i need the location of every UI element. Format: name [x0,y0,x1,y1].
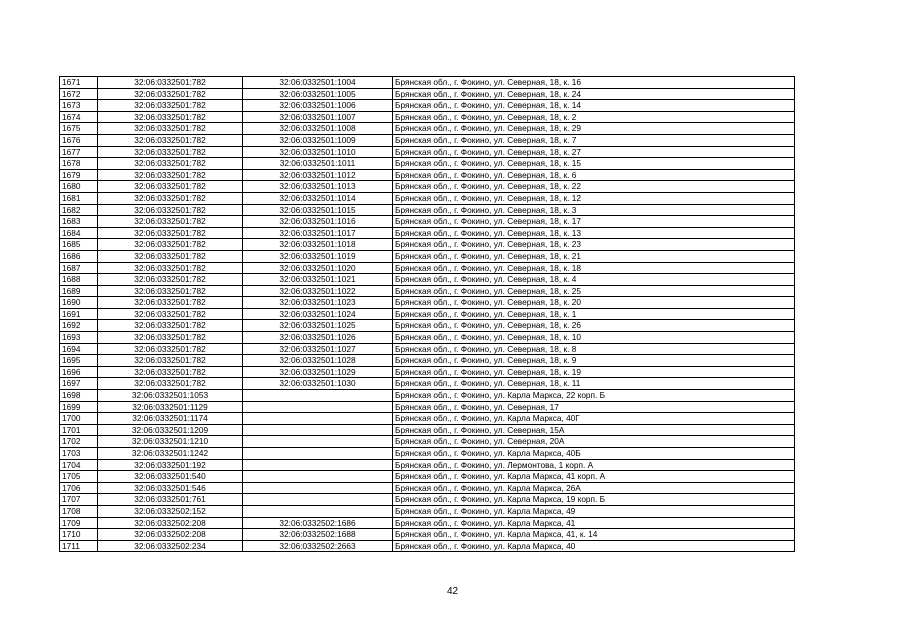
address-cell: Брянская обл., г. Фокино, ул. Северная, 18, к. 13 [393,227,795,239]
address-cell: Брянская обл., г. Фокино, ул. Северная, 18, к. 6 [393,169,795,181]
address-cell: Брянская обл., г. Фокино, ул. Карла Маркса, 19 корп. Б [393,494,795,506]
table-row [60,100,795,112]
table-row [60,378,795,390]
table-row [60,540,795,552]
address-cell: Брянская обл., г. Фокино, ул. Карла Маркса, 41 корп. А [393,471,795,483]
parent-cadastral-number-cell: 32:06:0332501:761 [98,494,243,506]
object-cadastral-number-cell: 32:06:0332501:1010 [243,146,393,158]
table-row [60,134,795,146]
address-cell: Брянская обл., г. Фокино, ул. Лермонтова, 1 корп. А [393,459,795,471]
object-cadastral-number-cell: 32:06:0332501:1020 [243,262,393,274]
address-cell: Брянская обл., г. Фокино, ул. Северная, 18, к. 23 [393,239,795,251]
parent-cadastral-number-cell: 32:06:0332501:540 [98,471,243,483]
object-cadastral-number-cell [243,401,393,413]
object-cadastral-number-cell: 32:06:0332501:1015 [243,204,393,216]
table-row [60,332,795,344]
address-cell: Брянская обл., г. Фокино, ул. Северная, 18, к. 26 [393,320,795,332]
address-cell: Брянская обл., г. Фокино, ул. Северная, 18, к. 18 [393,262,795,274]
parent-cadastral-number-cell: 32:06:0332501:782 [98,250,243,262]
parent-cadastral-number-cell: 32:06:0332502:152 [98,505,243,517]
object-cadastral-number-cell: 32:06:0332501:1023 [243,297,393,309]
row-number-cell: 1705 [60,471,98,483]
parent-cadastral-number-cell: 32:06:0332501:782 [98,239,243,251]
parent-cadastral-number-cell: 32:06:0332502:208 [98,517,243,529]
parent-cadastral-number-cell: 32:06:0332501:1210 [98,436,243,448]
object-cadastral-number-cell: 32:06:0332501:1018 [243,239,393,251]
object-cadastral-number-cell [243,390,393,402]
address-cell: Брянская обл., г. Фокино, ул. Северная, 18, к. 12 [393,192,795,204]
parent-cadastral-number-cell: 32:06:0332501:782 [98,146,243,158]
object-cadastral-number-cell: 32:06:0332501:1024 [243,308,393,320]
parent-cadastral-number-cell: 32:06:0332501:782 [98,332,243,344]
table-row [60,274,795,286]
object-cadastral-number-cell: 32:06:0332501:1004 [243,77,393,89]
address-cell: Брянская обл., г. Фокино, ул. Северная, 18, к. 21 [393,250,795,262]
parent-cadastral-number-cell: 32:06:0332501:782 [98,378,243,390]
object-cadastral-number-cell [243,471,393,483]
address-cell: Брянская обл., г. Фокино, ул. Северная, 18, к. 4 [393,274,795,286]
object-cadastral-number-cell [243,413,393,425]
object-cadastral-number-cell [243,505,393,517]
address-cell: Брянская обл., г. Фокино, ул. Северная, 18, к. 11 [393,378,795,390]
row-number-cell: 1678 [60,158,98,170]
parent-cadastral-number-cell: 32:06:0332501:1129 [98,401,243,413]
row-number-cell: 1685 [60,239,98,251]
row-number-cell: 1680 [60,181,98,193]
object-cadastral-number-cell: 32:06:0332501:1016 [243,216,393,228]
table-row [60,297,795,309]
object-cadastral-number-cell: 32:06:0332501:1025 [243,320,393,332]
address-cell: Брянская обл., г. Фокино, ул. Северная, 20А [393,436,795,448]
parent-cadastral-number-cell: 32:06:0332501:782 [98,274,243,286]
row-number-cell: 1677 [60,146,98,158]
address-cell: Брянская обл., г. Фокино, ул. Северная, 15А [393,424,795,436]
row-number-cell: 1696 [60,366,98,378]
row-number-cell: 1687 [60,262,98,274]
object-cadastral-number-cell: 32:06:0332501:1029 [243,366,393,378]
table-row [60,308,795,320]
parent-cadastral-number-cell: 32:06:0332501:782 [98,216,243,228]
table-row [60,471,795,483]
object-cadastral-number-cell: 32:06:0332501:1007 [243,111,393,123]
address-cell: Брянская обл., г. Фокино, ул. Северная, 18, к. 1 [393,308,795,320]
object-cadastral-number-cell [243,494,393,506]
object-cadastral-number-cell: 32:06:0332501:1021 [243,274,393,286]
table-row [60,227,795,239]
row-number-cell: 1692 [60,320,98,332]
parent-cadastral-number-cell: 32:06:0332501:782 [98,366,243,378]
registry-table-body [60,77,795,552]
address-cell: Брянская обл., г. Фокино, ул. Северная, 18, к. 27 [393,146,795,158]
object-cadastral-number-cell: 32:06:0332501:1009 [243,134,393,146]
parent-cadastral-number-cell: 32:06:0332501:782 [98,192,243,204]
object-cadastral-number-cell [243,459,393,471]
object-cadastral-number-cell [243,436,393,448]
address-cell: Брянская обл., г. Фокино, ул. Карла Маркса, 22 корп. Б [393,390,795,402]
table-row [60,250,795,262]
object-cadastral-number-cell: 32:06:0332501:1017 [243,227,393,239]
address-cell: Брянская обл., г. Фокино, ул. Карла Маркса, 49 [393,505,795,517]
row-number-cell: 1703 [60,448,98,460]
row-number-cell: 1691 [60,308,98,320]
row-number-cell: 1686 [60,250,98,262]
parent-cadastral-number-cell: 32:06:0332501:1174 [98,413,243,425]
object-cadastral-number-cell: 32:06:0332501:1028 [243,355,393,367]
address-cell: Брянская обл., г. Фокино, ул. Северная, 18, к. 19 [393,366,795,378]
row-number-cell: 1697 [60,378,98,390]
row-number-cell: 1711 [60,540,98,552]
parent-cadastral-number-cell: 32:06:0332501:782 [98,355,243,367]
address-cell: Брянская обл., г. Фокино, ул. Северная, 18, к. 2 [393,111,795,123]
object-cadastral-number-cell: 32:06:0332502:1686 [243,517,393,529]
table-row [60,355,795,367]
object-cadastral-number-cell: 32:06:0332501:1008 [243,123,393,135]
parent-cadastral-number-cell: 32:06:0332501:1053 [98,390,243,402]
address-cell: Брянская обл., г. Фокино, ул. Северная, 18, к. 22 [393,181,795,193]
table-row [60,505,795,517]
table-row [60,424,795,436]
table-row [60,204,795,216]
parent-cadastral-number-cell: 32:06:0332501:782 [98,181,243,193]
row-number-cell: 1679 [60,169,98,181]
parent-cadastral-number-cell: 32:06:0332501:782 [98,343,243,355]
row-number-cell: 1682 [60,204,98,216]
address-cell: Брянская обл., г. Фокино, ул. Северная, 18, к. 8 [393,343,795,355]
row-number-cell: 1673 [60,100,98,112]
parent-cadastral-number-cell: 32:06:0332501:782 [98,169,243,181]
parent-cadastral-number-cell: 32:06:0332501:782 [98,111,243,123]
registry-table [59,76,795,552]
address-cell: Брянская обл., г. Фокино, ул. Северная, 18, к. 15 [393,158,795,170]
object-cadastral-number-cell: 32:06:0332501:1027 [243,343,393,355]
parent-cadastral-number-cell: 32:06:0332501:1242 [98,448,243,460]
address-cell: Брянская обл., г. Фокино, ул. Северная, 18, к. 10 [393,332,795,344]
table-row [60,448,795,460]
parent-cadastral-number-cell: 32:06:0332501:782 [98,123,243,135]
table-row [60,146,795,158]
parent-cadastral-number-cell: 32:06:0332501:782 [98,297,243,309]
address-cell: Брянская обл., г. Фокино, ул. Северная, 18, к. 24 [393,88,795,100]
table-row [60,88,795,100]
table-row [60,390,795,402]
address-cell: Брянская обл., г. Фокино, ул. Карла Маркса, 41, к. 14 [393,529,795,541]
object-cadastral-number-cell: 32:06:0332501:1022 [243,285,393,297]
parent-cadastral-number-cell: 32:06:0332501:782 [98,262,243,274]
object-cadastral-number-cell: 32:06:0332501:1013 [243,181,393,193]
table-row [60,459,795,471]
table-row [60,239,795,251]
table-row [60,192,795,204]
address-cell: Брянская обл., г. Фокино, ул. Северная, 18, к. 9 [393,355,795,367]
row-number-cell: 1672 [60,88,98,100]
object-cadastral-number-cell [243,424,393,436]
parent-cadastral-number-cell: 32:06:0332501:546 [98,482,243,494]
parent-cadastral-number-cell: 32:06:0332501:782 [98,285,243,297]
parent-cadastral-number-cell: 32:06:0332501:782 [98,204,243,216]
object-cadastral-number-cell: 32:06:0332501:1014 [243,192,393,204]
row-number-cell: 1671 [60,77,98,89]
parent-cadastral-number-cell: 32:06:0332501:782 [98,100,243,112]
row-number-cell: 1694 [60,343,98,355]
row-number-cell: 1675 [60,123,98,135]
address-cell: Брянская обл., г. Фокино, ул. Карла Маркса, 40Г [393,413,795,425]
table-row [60,320,795,332]
table-row [60,413,795,425]
parent-cadastral-number-cell: 32:06:0332501:782 [98,320,243,332]
parent-cadastral-number-cell: 32:06:0332501:782 [98,308,243,320]
table-row [60,285,795,297]
address-cell: Брянская обл., г. Фокино, ул. Северная, 18, к. 7 [393,134,795,146]
row-number-cell: 1684 [60,227,98,239]
table-row [60,262,795,274]
address-cell: Брянская обл., г. Фокино, ул. Карла Маркса, 41 [393,517,795,529]
row-number-cell: 1702 [60,436,98,448]
table-row [60,77,795,89]
object-cadastral-number-cell: 32:06:0332501:1006 [243,100,393,112]
row-number-cell: 1708 [60,505,98,517]
object-cadastral-number-cell: 32:06:0332501:1011 [243,158,393,170]
address-cell: Брянская обл., г. Фокино, ул. Карла Маркса, 26А [393,482,795,494]
row-number-cell: 1690 [60,297,98,309]
address-cell: Брянская обл., г. Фокино, ул. Северная, 18, к. 17 [393,216,795,228]
table-row [60,111,795,123]
table-row [60,169,795,181]
row-number-cell: 1700 [60,413,98,425]
row-number-cell: 1698 [60,390,98,402]
address-cell: Брянская обл., г. Фокино, ул. Северная, 18, к. 29 [393,123,795,135]
table-row [60,181,795,193]
row-number-cell: 1699 [60,401,98,413]
row-number-cell: 1704 [60,459,98,471]
parent-cadastral-number-cell: 32:06:0332502:208 [98,529,243,541]
address-cell: Брянская обл., г. Фокино, ул. Карла Маркса, 40 [393,540,795,552]
table-row [60,366,795,378]
row-number-cell: 1709 [60,517,98,529]
object-cadastral-number-cell: 32:06:0332501:1019 [243,250,393,262]
parent-cadastral-number-cell: 32:06:0332501:782 [98,134,243,146]
page-number: 42 [446,586,459,597]
parent-cadastral-number-cell: 32:06:0332501:782 [98,227,243,239]
row-number-cell: 1693 [60,332,98,344]
row-number-cell: 1688 [60,274,98,286]
parent-cadastral-number-cell: 32:06:0332502:234 [98,540,243,552]
address-cell: Брянская обл., г. Фокино, ул. Северная, 18, к. 14 [393,100,795,112]
table-row [60,343,795,355]
table-row [60,517,795,529]
parent-cadastral-number-cell: 32:06:0332501:782 [98,88,243,100]
address-cell: Брянская обл., г. Фокино, ул. Северная, 17 [393,401,795,413]
table-row [60,529,795,541]
row-number-cell: 1710 [60,529,98,541]
object-cadastral-number-cell: 32:06:0332501:1005 [243,88,393,100]
table-row [60,494,795,506]
parent-cadastral-number-cell: 32:06:0332501:1209 [98,424,243,436]
table-row [60,123,795,135]
row-number-cell: 1707 [60,494,98,506]
row-number-cell: 1695 [60,355,98,367]
address-cell: Брянская обл., г. Фокино, ул. Северная, 18, к. 20 [393,297,795,309]
row-number-cell: 1689 [60,285,98,297]
object-cadastral-number-cell [243,448,393,460]
address-cell: Брянская обл., г. Фокино, ул. Северная, 18, к. 25 [393,285,795,297]
parent-cadastral-number-cell: 32:06:0332501:782 [98,158,243,170]
object-cadastral-number-cell: 32:06:0332501:1012 [243,169,393,181]
row-number-cell: 1683 [60,216,98,228]
parent-cadastral-number-cell: 32:06:0332501:782 [98,77,243,89]
table-row [60,436,795,448]
address-cell: Брянская обл., г. Фокино, ул. Карла Маркса, 40Б [393,448,795,460]
table-row [60,482,795,494]
object-cadastral-number-cell: 32:06:0332501:1026 [243,332,393,344]
table-row [60,158,795,170]
row-number-cell: 1681 [60,192,98,204]
table-row [60,216,795,228]
object-cadastral-number-cell [243,482,393,494]
row-number-cell: 1706 [60,482,98,494]
object-cadastral-number-cell: 32:06:0332502:1688 [243,529,393,541]
parent-cadastral-number-cell: 32:06:0332501:192 [98,459,243,471]
object-cadastral-number-cell: 32:06:0332501:1030 [243,378,393,390]
row-number-cell: 1676 [60,134,98,146]
address-cell: Брянская обл., г. Фокино, ул. Северная, 18, к. 3 [393,204,795,216]
object-cadastral-number-cell: 32:06:0332502:2663 [243,540,393,552]
row-number-cell: 1674 [60,111,98,123]
row-number-cell: 1701 [60,424,98,436]
address-cell: Брянская обл., г. Фокино, ул. Северная, 18, к. 16 [393,77,795,89]
table-row [60,401,795,413]
